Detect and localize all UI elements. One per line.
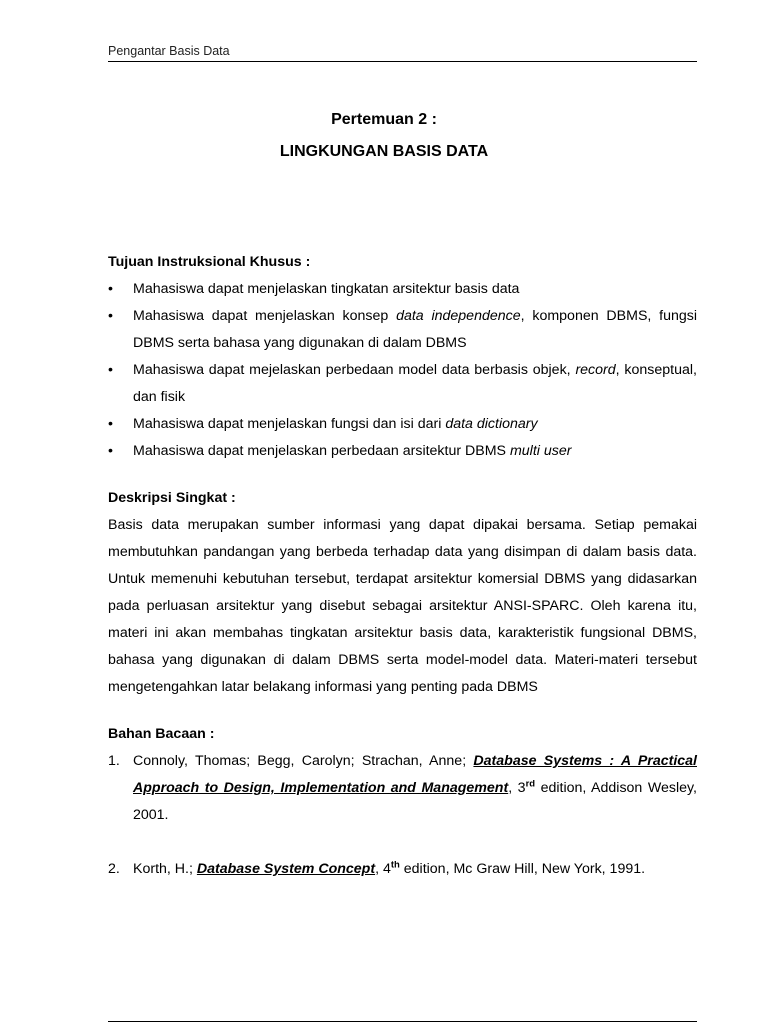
reference-number: 1. [108, 753, 120, 769]
readings-list [108, 748, 697, 883]
page-content [108, 249, 697, 883]
reference-edition-suffix: th [390, 859, 400, 871]
list-item [108, 357, 697, 411]
objectives-heading: Tujuan Instruksional Khusus : [108, 254, 311, 270]
bullet-icon: • [108, 308, 113, 324]
chapter-title: LINGKUNGAN BASIS DATA [279, 143, 489, 160]
description-paragraph: Basis data merupakan sumber informasi yang dapat dipakai bersama. Setiap pemakai membutuhkan pandangan yang berbeda terhadap data yang disimpan di dalam basis data. Untuk memenuhi kebutuhan tersebut, terdapat arsitektur komersial DBMS yang didasarkan pada perluasan arsitektur yang disebut sebagai arsitektur ANSI-SPARC. Oleh karena itu, materi ini akan membahas tingkatan arsitektur basis data, karakteristik fungsional DBMS, bahasa yang digunakan di dalam DBMS serta model-model data. Materi-materi tersebut mengetengahkan latar belakang informasi yang penting pada DBMS [108, 517, 697, 695]
list-item [108, 303, 697, 357]
description-heading: Deskripsi Singkat : [108, 490, 236, 506]
reference-number: 2. [108, 861, 120, 877]
bullet-icon: • [108, 443, 113, 459]
bullet-icon: • [108, 362, 113, 378]
item-text: Mahasiswa dapat menjelaskan tingkatan arsitektur basis data [133, 281, 520, 297]
item-text-after: , konseptual, dan fisik [133, 362, 697, 405]
item-text: Mahasiswa dapat menjelaskan konsep [133, 308, 397, 324]
reference-publisher: edition, Mc Graw Hill, New York, 1991. [399, 861, 646, 877]
readings-heading: Bahan Bacaan : [108, 726, 215, 742]
meeting-number: Pertemuan 2 : [331, 111, 437, 128]
reference-edition-suffix: rd [525, 778, 536, 790]
item-text: Mahasiswa dapat menjelaskan fungsi dan isi dari [133, 416, 446, 432]
item-term: data dictionary [445, 416, 538, 432]
reference-book-title: Database Systems : A Practical Approach to Design, Implementation and Management [133, 753, 697, 796]
item-text: Mahasiswa dapat menjelaskan perbedaan arsitektur DBMS [133, 443, 510, 459]
list-item [108, 438, 697, 465]
reference-authors: Connoly, Thomas; Begg, Carolyn; Strachan, Anne; [133, 753, 474, 769]
bullet-icon: • [108, 281, 113, 297]
running-header: Pengantar Basis Data [108, 44, 697, 62]
reference-item [108, 748, 697, 829]
list-item [108, 276, 697, 303]
reference-book-title: Database System Concept [196, 861, 376, 877]
item-term: record [575, 362, 616, 378]
list-item [108, 411, 697, 438]
item-text: Mahasiswa dapat mejelaskan perbedaan model data berbasis objek, [133, 362, 576, 378]
reference-edition-number: , 3 [508, 780, 526, 796]
item-text-after: , komponen DBMS, fungsi DBMS serta bahasa yang digunakan di dalam DBMS [133, 308, 697, 351]
reference-publisher: edition, Addison Wesley, 2001. [133, 780, 697, 823]
bullet-icon: • [108, 416, 113, 432]
footer-divider [108, 1021, 697, 1022]
reference-authors: Korth, H.; [133, 861, 197, 877]
item-term: multi user [509, 443, 572, 459]
reference-item [108, 856, 697, 883]
reference-edition-number: , 4 [375, 861, 391, 877]
item-term: data independence [396, 308, 521, 324]
objectives-list [108, 276, 697, 465]
